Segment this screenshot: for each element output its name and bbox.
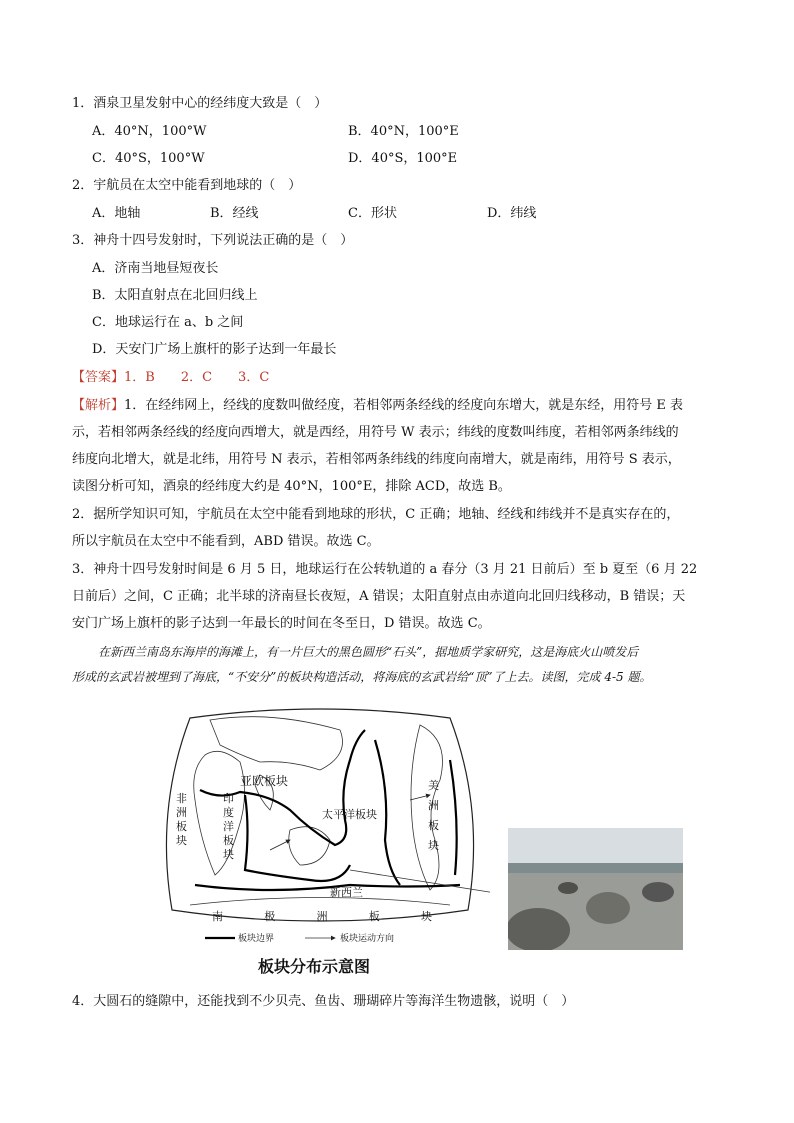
- q3-option-d: D．天安门广场上旗杆的影子达到一年最长: [92, 342, 337, 357]
- q3-option-a: A．济南当地昼短夜长: [92, 261, 219, 276]
- answer-label: 【答案】: [72, 370, 125, 385]
- analysis-line-8: 日前后）之间，C 正确；北半球的济南昼长夜短，A 错误；太阳直射点由赤道向北回归线移动，B 错误；天: [72, 589, 686, 604]
- label-nz: 新西兰: [330, 886, 363, 899]
- intro-line-2: 形成的玄武岩被埋到了海底，“不安分”的板块构造活动，将海底的玄武岩给“顶”了上去。读图，完成 4-5 题。: [72, 670, 652, 684]
- legend-boundary-label: 板块边界: [238, 934, 275, 944]
- answer-line: [72, 369, 269, 387]
- legend-motion-label: 板块运动方向: [340, 934, 395, 944]
- label-eurasia: 亚欧板块: [240, 774, 289, 788]
- q3-stem: 3．神舟十四号发射时，下列说法正确的是（ ）: [72, 233, 354, 248]
- intro-line-1: 在新西兰南岛东海岸的海滩上，有一片巨大的黑色圆形“石头”，据地质学家研究，这是海底火山喷发后: [98, 645, 639, 659]
- q1-option-a: A．40°N，100°W: [92, 124, 207, 139]
- analysis-text-1: 1．在经纬网上，经线的度数叫做经度，若相邻两条经线的经度向东增大，就是东经，用符号 E 表: [124, 398, 684, 413]
- analysis-line-5: 2．据所学知识可知，宇航员在太空中能看到地球的形状，C 正确；地轴、经线和纬线并不是真实存在的，: [72, 507, 680, 522]
- analysis-line-7: 3．神舟十四号发射时间是 6 月 5 日，地球运行在公转轨道的 a 春分（3 月 21 日前后）至 b 夏至（6 月 22: [72, 562, 698, 577]
- analysis-label: 【解析】: [72, 398, 125, 413]
- q2-stem: 2．宇航员在太空中能看到地球的（ ）: [72, 178, 302, 193]
- q2-option-d: D．纬线: [487, 206, 537, 221]
- q2-option-b: B．经线: [210, 206, 259, 221]
- q1-option-d: D．40°S，100°E: [348, 151, 458, 166]
- q3-option-c: C．地球运行在 a、b 之间: [92, 315, 244, 330]
- q1-option-b: B．40°N，100°E: [348, 124, 459, 139]
- analysis-line-3: 纬度向北增大，就是北纬，用符号 N 表示，若相邻两条纬线的纬度向南增大，就是南纬，用符号 S 表示，: [72, 452, 681, 467]
- q2-option-c: C．形状: [348, 206, 397, 221]
- analysis-line-9: 安门广场上旗杆的影子达到一年最长的时间在冬至日，D 错误。故选 C。: [72, 616, 491, 631]
- analysis-line-2: 示，若相邻两条经线的经度向西增大，就是西经，用符号 W 表示；纬线的度数叫纬度，若相邻两条纬线的: [72, 425, 679, 440]
- plate-map: [150, 700, 490, 950]
- analysis-line-6: 所以宇航员在太空中不能看到，ABD 错误。故选 C。: [72, 534, 380, 549]
- label-pacific: 太平洋板块: [322, 808, 377, 821]
- label-indian: 印 度 洋 板 块: [223, 792, 234, 861]
- map-caption: 板块分布示意图: [258, 957, 371, 976]
- analysis-line-1: [72, 397, 683, 415]
- q1-option-c: C．40°S，100°W: [92, 151, 205, 166]
- label-america: 美 洲 板 块: [428, 779, 439, 852]
- label-antarctic: 南 极 洲 板 块: [212, 910, 432, 923]
- answer-text: 1．B 2．C 3．C: [124, 370, 270, 385]
- q1-stem: 1．酒泉卫星发射中心的经纬度大致是（ ）: [72, 96, 328, 111]
- q3-option-b: B．太阳直射点在北回归线上: [92, 288, 258, 303]
- q2-option-a: A．地轴: [92, 206, 141, 221]
- q4-stem: 4．大圆石的缝隙中，还能找到不少贝壳、鱼齿、珊瑚碎片等海洋生物遗骸，说明（ ）: [72, 994, 575, 1009]
- boulder-photo: [508, 828, 683, 950]
- analysis-line-4: 读图分析可知，酒泉的经纬度大约是 40°N，100°E，排除 ACD，故选 B。: [72, 479, 511, 494]
- label-africa: 非 洲 板 块: [176, 792, 187, 847]
